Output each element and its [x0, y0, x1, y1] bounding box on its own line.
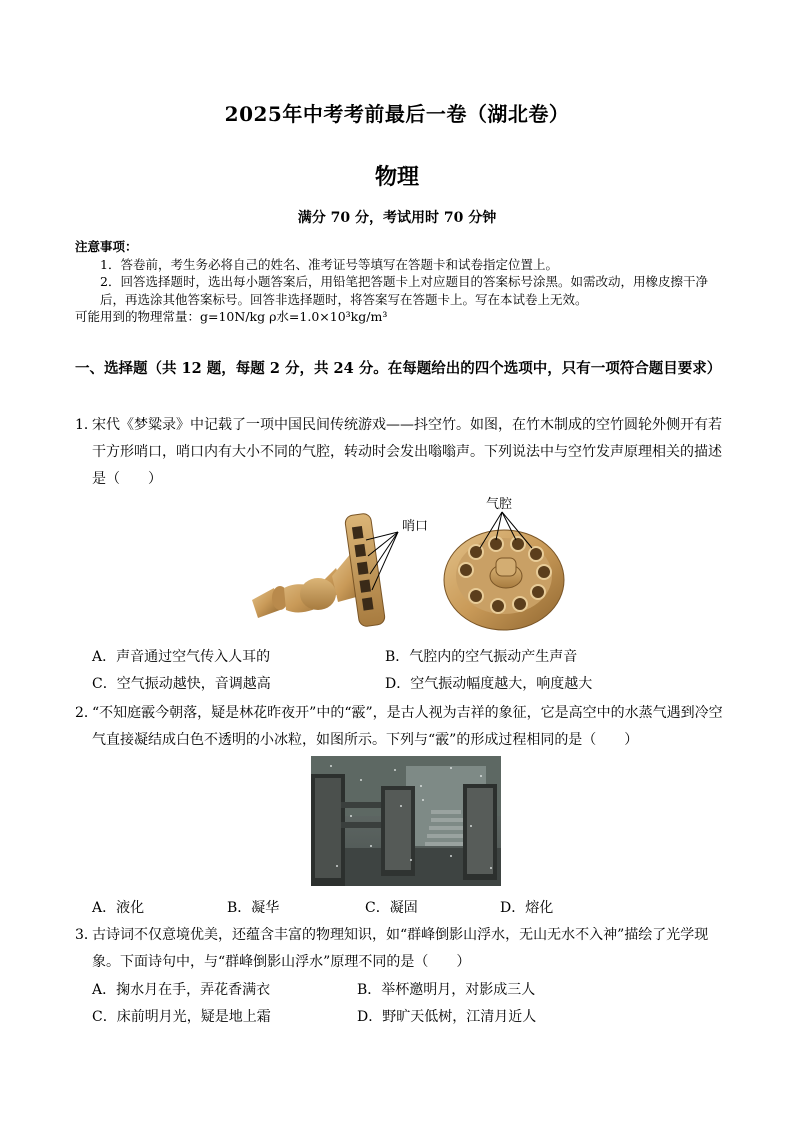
q1-option-a: A．声音通过空气传入人耳的 — [92, 649, 271, 665]
whistle-label: 哨口 — [402, 519, 429, 534]
q1-option-d: D．空气振动幅度越大，响度越大 — [385, 676, 593, 692]
q2-option-a: A．液化 — [92, 900, 145, 916]
question-text: 古诗词不仅意境优美，还蕴含丰富的物理知识，如“群峰倒影山浮水，无山无水不入神”描绘了光学现象。下面诗句中，与“群峰倒影山浮水”原理不同的是（ ） — [92, 927, 709, 970]
exam-info: 满分 70 分，考试用时 70 分钟 — [297, 210, 497, 226]
notes-heading: 注意事项： — [75, 239, 138, 254]
question-1 — [75, 412, 725, 493]
question-text: 宋代《梦粱录》中记载了一项中国民间传统游戏——抖空竹。如图，在竹木制成的空竹圆轮外侧开有若干方形哨口，哨口内有大小不同的气腔，转动时会发出嗡嗡声。下列说法中与空竹发声原理相关的描述是（ ） — [92, 417, 722, 487]
question-number: 2． — [75, 705, 98, 721]
q1-option-c: C．空气振动越快，音调越高 — [92, 676, 271, 692]
question-number: 1． — [75, 417, 98, 433]
cavity-label: 气腔 — [486, 497, 513, 512]
question-2 — [75, 700, 725, 754]
diabolo-wheel-top-view — [444, 530, 564, 630]
q3-option-a: A．掬水月在手，弄花香满衣 — [92, 982, 271, 998]
notes-block — [75, 238, 725, 326]
q3-option-c: C．床前明月光，疑是地上霜 — [92, 1009, 271, 1025]
diabolo-figure — [240, 492, 590, 640]
notes-item-1: 1．答卷前，考生务必将自己的姓名、准考证号等填写在答题卡和试卷指定位置上。 — [100, 256, 558, 272]
question-number: 3． — [75, 927, 98, 943]
section-heading: 一、选择题（共 12 题，每题 2 分，共 24 分。在每题给出的四个选项中，只有一项符合题目要求） — [75, 360, 722, 377]
exam-title: 2025年中考考前最后一卷（湖北卷） — [224, 102, 570, 126]
notes-item-2: 2．回答选择题时，选出每小题答案后，用铅笔把答题卡上对应题目的答案标号涂黑。如需改动，用橡皮擦干净后，再选涂其他答案标号。回答非选择题时，将答案写在答题卡上。写在本试卷上无效。 — [100, 274, 708, 307]
subject-title: 物理 — [374, 164, 419, 190]
question-3 — [75, 922, 725, 976]
snow-scene-photo — [311, 756, 501, 886]
diabolo-side-view — [252, 513, 386, 628]
q2-option-b: B．凝华 — [227, 900, 280, 916]
q3-option-b: B．举杯邀明月，对影成三人 — [357, 982, 536, 998]
question-text: “不知庭霰今朝落，疑是林花昨夜开”中的“霰”，是古人视为吉祥的象征，它是高空中的水蒸气遇到冷空气直接凝结成白色不透明的小冰粒，如图所示。下列与“霰”的形成过程相同的是（ ） — [92, 705, 723, 748]
q1-option-b: B．气腔内的空气振动产生声音 — [385, 649, 578, 665]
q3-option-d: D．野旷天低树，江清月近人 — [357, 1009, 537, 1025]
q2-option-c: C．凝固 — [365, 900, 418, 916]
physics-constants: 可能用到的物理常量：g=10N/kg ρ水=1.0×10³kg/m³ — [75, 309, 388, 324]
q2-option-d: D．熔化 — [500, 900, 554, 916]
